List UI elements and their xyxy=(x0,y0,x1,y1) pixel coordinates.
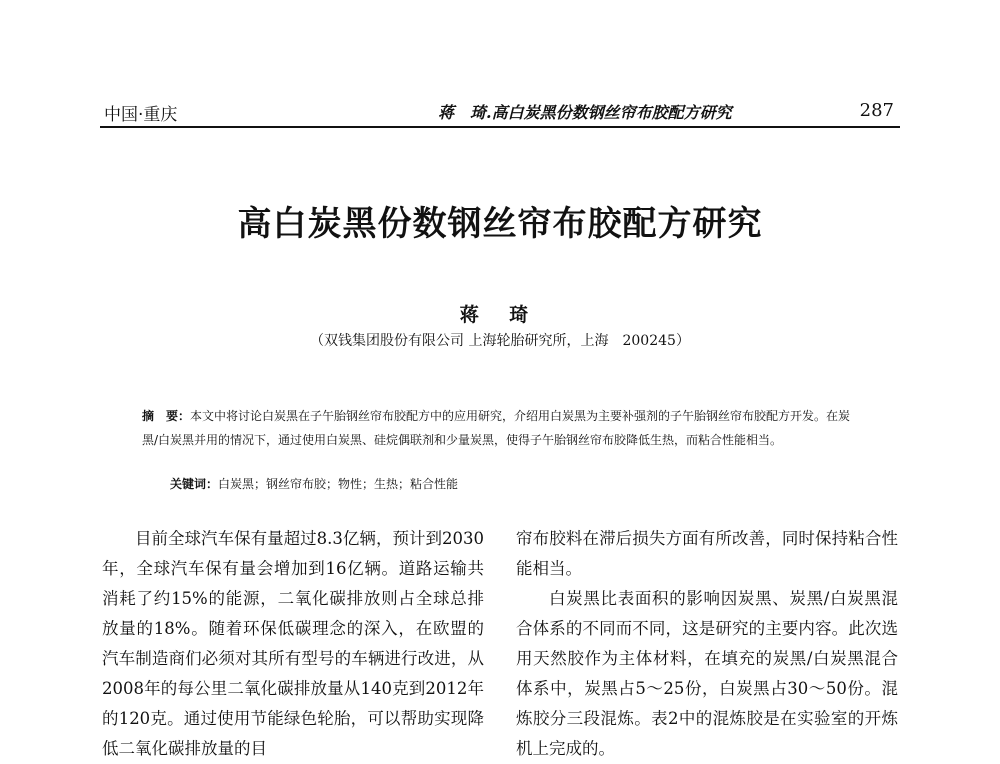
abstract-text: 本文中将讨论白炭黑在子午胎钢丝帘布胶配方中的应用研究，介绍用白炭黑为主要补强剂的子午胎钢丝帘布胶配方开发。在炭黑/白炭黑并用的情况下，通过使用白炭黑、硅烷偶联剂和少量炭黑，使得子午胎钢丝帘布胶降低生热，而粘合性能相当。 xyxy=(142,409,851,447)
paper-title: 高白炭黑份数钢丝帘布胶配方研究 xyxy=(237,204,763,244)
page-number: 287 xyxy=(859,100,894,121)
body-paragraph: 目前全球汽车保有量超过8.3亿辆，预计到2030年，全球汽车保有量会增加到16亿辆。道路运输共消耗了约15%的能源，二氧化碳排放则占全球总排放量的18%。随着环保低碳理念的深入，在欧盟的汽车制造商们必须对其所有型号的车辆进行改进，从2008年的每公里二氧化碳排放量从140克到2012年的120克。通过使用节能绿色轮胎，可以帮助实现降低二氧化碳排放量的目 xyxy=(102,529,484,758)
journal-location: 中国·重庆 xyxy=(104,105,178,125)
keywords xyxy=(170,474,860,494)
running-header xyxy=(100,96,900,128)
body-column-left xyxy=(102,524,484,764)
body-paragraph-continued: 帘布胶料在滞后损失方面有所改善，同时保持粘合性能相当。 xyxy=(516,529,898,578)
abstract xyxy=(142,404,860,452)
keywords-text: 白炭黑；钢丝帘布胶；物性；生热；粘合性能 xyxy=(218,477,459,491)
body-paragraph: 白炭黑比表面积的影响因炭黑、炭黑/白炭黑混合体系的不同而不同，这是研究的主要内容。此次选用天然胶作为主体材料，在填充的炭黑/白炭黑混合体系中，炭黑占5～25份，白炭黑占30～50份。混炼胶分三段混炼。表2中的混炼胶是在实验室的开炼机上完成的。 xyxy=(516,589,898,758)
keywords-label: 关键词： xyxy=(170,477,219,491)
body-column-right xyxy=(516,524,898,764)
abstract-label: 摘 要： xyxy=(142,409,191,423)
running-title: 蒋 琦.高白炭黑份数钢丝帘布胶配方研究 xyxy=(438,103,732,122)
author-name: 蒋 琦 xyxy=(459,304,541,326)
author-affiliation: （双钱集团股份有限公司 上海轮胎研究所，上海 200245） xyxy=(310,333,690,349)
